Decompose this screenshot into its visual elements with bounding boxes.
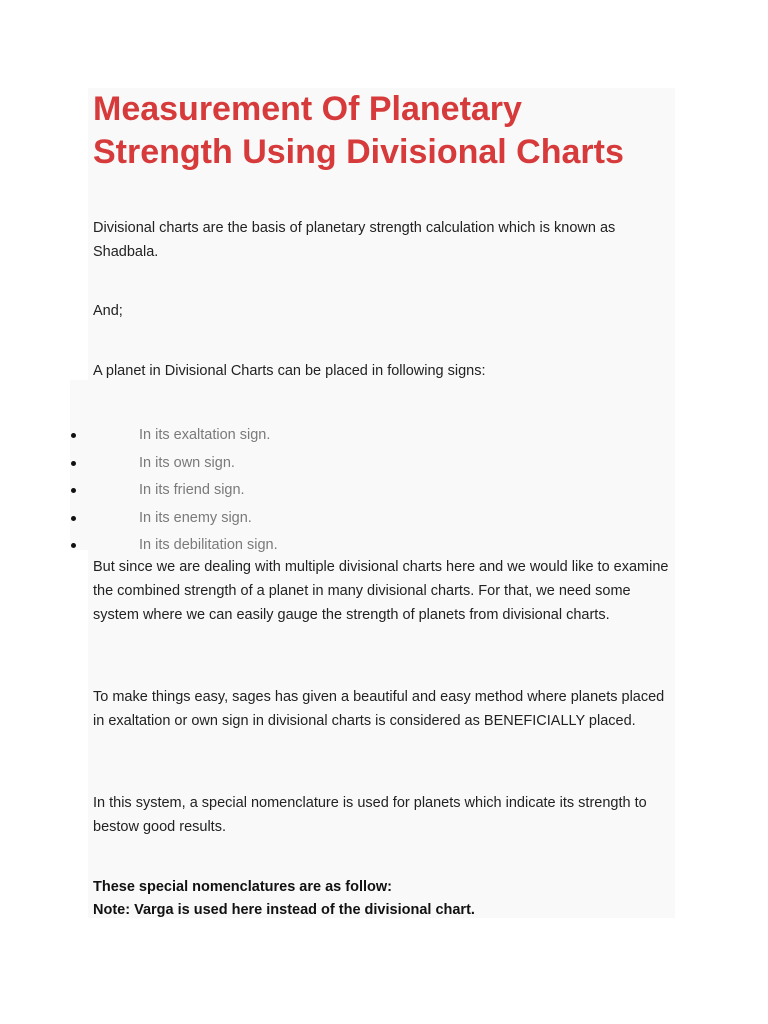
list-item-text: In its enemy sign.: [139, 509, 252, 526]
nomenclature-system-paragraph: In this system, a special nomenclature is used for planets which indicate its strength to bestow good results.: [93, 795, 647, 835]
combined-strength-paragraph: But since we are dealing with multiple divisional charts here and we would like to examine the combined strength of a planet in many divisional charts. For that, we need some system where we can easily gauge the strength of planets from divisional charts.: [93, 559, 669, 623]
list-item-text: In its exaltation sign.: [139, 427, 271, 443]
list-item-text: In its debilitation sign.: [139, 537, 278, 553]
and-paragraph: And;: [93, 303, 123, 319]
signs-list: [64, 422, 664, 560]
bullet-icon: [71, 433, 76, 438]
list-item: [64, 477, 664, 505]
intro-paragraph: Divisional charts are the basis of planetary strength calculation which is known as Shadbala.: [93, 220, 616, 260]
nomenclature-heading: These special nomenclatures are as follow:: [93, 879, 392, 895]
list-item-text: In its friend sign.: [139, 482, 245, 498]
bullet-icon: [71, 543, 76, 548]
list-item: [64, 450, 664, 478]
sages-method-paragraph: To make things easy, sages has given a beautiful and easy method where planets placed in exaltation or own sign in divisional charts is considered as BENEFICIALLY placed.: [93, 689, 665, 729]
varga-note: Note: Varga is used here instead of the divisional chart.: [93, 902, 475, 918]
bullet-icon: [71, 488, 76, 493]
list-item: [64, 422, 664, 450]
list-item-text: In its own sign.: [139, 454, 235, 471]
bullet-icon: [71, 461, 76, 466]
list-item: [64, 505, 664, 533]
page-title: Measurement Of Planetary Strength Using Divisional Charts: [93, 90, 624, 171]
list-intro-paragraph: A planet in Divisional Charts can be placed in following signs:: [93, 363, 486, 379]
bullet-icon: [71, 516, 76, 521]
